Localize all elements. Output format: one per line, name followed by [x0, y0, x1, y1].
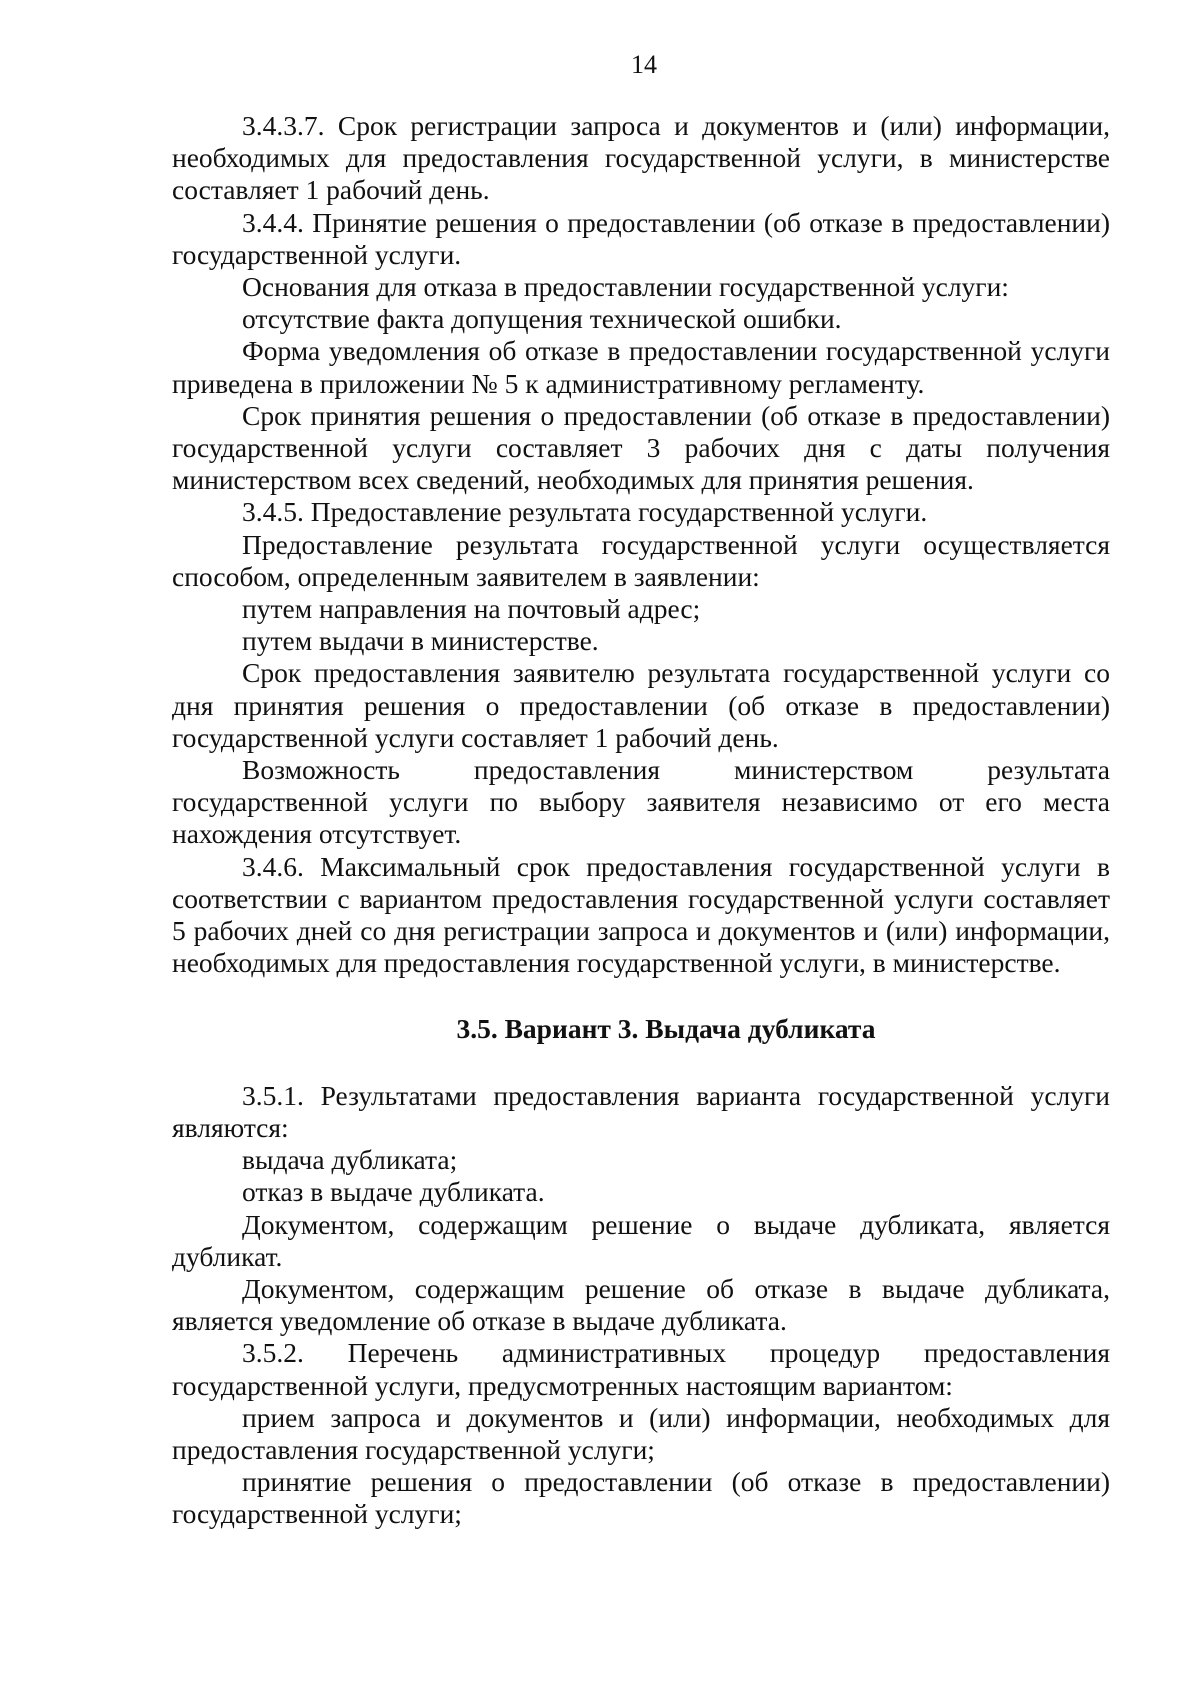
- paragraph-3-5-1: 3.5.1. Результатами предоставления варианта государственной услуги являются:: [172, 1079, 1110, 1143]
- document-body: [172, 110, 1110, 1531]
- paragraph-3-4-4: 3.4.4. Принятие решения о предоставлении (об отказе в предоставлении) государственной услуги.: [172, 206, 1110, 270]
- paragraph-procedure-reception: прием запроса и документов и (или) информации, необходимых для предоставления государственной услуги;: [172, 1401, 1110, 1465]
- paragraph-refusal-document: Документом, содержащим решение об отказе в выдаче дубликата, является уведомление об отказе в выдаче дубликата.: [172, 1272, 1110, 1337]
- paragraph-refusal-form: Форма уведомления об отказе в предоставлении государственной услуги приведена в приложении № 5 к административному регламенту.: [172, 335, 1110, 399]
- section-heading: 3.5. Вариант 3. Выдача дубликата: [456, 1013, 876, 1045]
- paragraph-delivery-mail: путем направления на почтовый адрес;: [242, 593, 701, 625]
- paragraph-refusal-ground-item: отсутствие факта допущения технической ошибки.: [242, 303, 842, 335]
- paragraph-delivery-term: Срок предоставления заявителю результата государственной услуги со дня принятия решения о предоставлении (об отказе в предоставлении) государственной услуги составляет 1 рабочий день.: [172, 657, 1110, 753]
- paragraph-duplicate-document: Документом, содержащим решение о выдаче дубликата, является дубликат.: [172, 1208, 1110, 1272]
- paragraph-3-5-2: 3.5.2. Перечень административных процедур предоставления государственной услуги, предусмотренных настоящим вариантом:: [172, 1337, 1110, 1401]
- paragraph-result-refusal: отказ в выдаче дубликата.: [242, 1176, 545, 1208]
- paragraph-3-4-5: 3.4.5. Предоставление результата государственной услуги.: [242, 496, 928, 528]
- paragraph-3-4-6: 3.4.6. Максимальный срок предоставления государственной услуги в соответствии с вариантом предоставления государственной услуги составляет 5 рабочих дней со дня регистрации запроса и документов и (или) информации, необходимых для предоставления государственной услуги, в министерстве.: [172, 850, 1110, 979]
- paragraph-location-independence: Возможность предоставления министерством результата государственной услуги по выбору заявителя независимо от его места нахождения отсутствует.: [172, 754, 1110, 850]
- paragraph-procedure-decision: принятие решения о предоставлении (об отказе в предоставлении) государственной услуги;: [172, 1466, 1110, 1530]
- paragraph-decision-term: Срок принятия решения о предоставлении (об отказе в предоставлении) государственной услуги составляет 3 рабочих дня с даты получения министерством всех сведений, необходимых для принятия решения.: [172, 399, 1110, 496]
- page-number: 14: [631, 50, 657, 79]
- paragraph-delivery-ministry: путем выдачи в министерстве.: [242, 625, 599, 657]
- paragraph-result-duplicate: выдача дубликата;: [242, 1144, 458, 1176]
- paragraph-result-delivery: Предоставление результата государственной услуги осуществляется способом, определенным заявителем в заявлении:: [172, 528, 1110, 592]
- paragraph-refusal-grounds: Основания для отказа в предоставлении государственной услуги:: [242, 271, 1009, 303]
- paragraph-3-4-3-7: 3.4.3.7. Срок регистрации запроса и документов и (или) информации, необходимых для предоставления государственной услуги, в министерстве составляет 1 рабочий день.: [172, 110, 1110, 206]
